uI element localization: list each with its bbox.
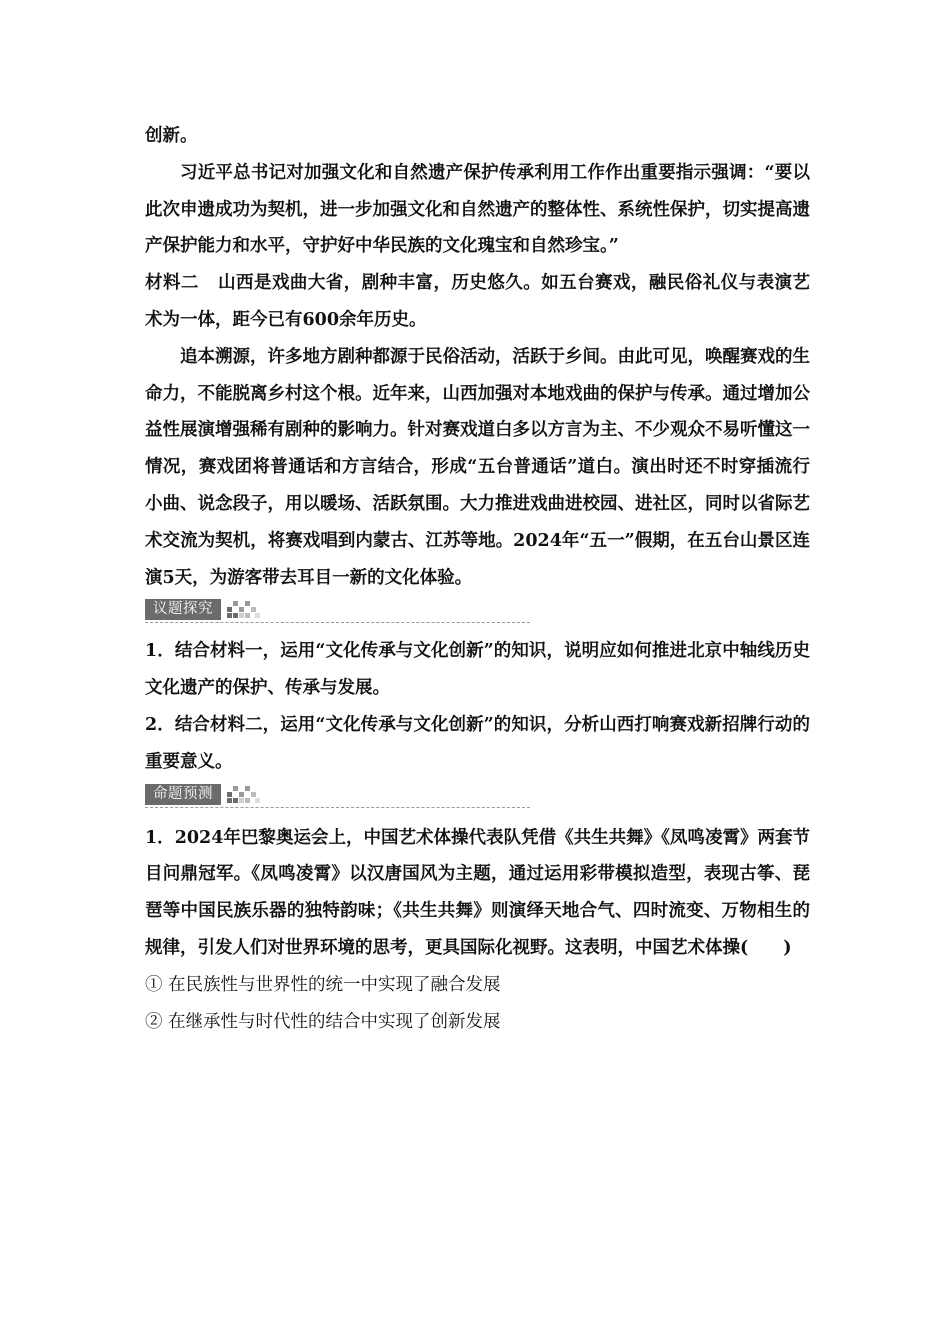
document-page [145,118,810,1040]
checker-pattern-icon [227,598,261,620]
material2-label: 材料二 [145,273,199,294]
checker-pattern-icon [227,783,261,805]
material1-tail-paragraph: 创新。 [145,126,198,146]
prediction-section-header [145,781,530,808]
material2-body-paragraph: 追本溯源，许多地方剧种都源于民俗活动，活跃于乡间。由此可见，唤醒赛戏的生命力，不能脱离乡村这个根。近年来，山西加强对本地戏曲的保护与传承。通过增加公益性展演增强稀有剧种的影响力。针对赛戏道白多以方言为主、不少观众不易听懂这一情况，赛戏团将普通话和方言结合，形成“五台普通话”道白。演出时还不时穿插流行小曲、说念段子，用以暖场、活跃氛围。大力推进戏曲进校园、进社区，同时以省际艺术交流为契机，将赛戏唱到内蒙古、江苏等地。2024年“五一”假期，在五台山景区连演5天，为游客带去耳目一新的文化体验。 [145,346,810,588]
prediction-option-1: ① 在民族性与世界性的统一中实现了融合发展 [145,974,501,995]
material2-intro-text: 山西是戏曲大省，剧种丰富，历史悠久。如五台赛戏，融民俗礼仪与表演艺术为一体，距今已有600余年历史。 [145,273,811,330]
prediction-question-1: 1．2024年巴黎奥运会上，中国艺术体操代表队凭借《共生共舞》《凤鸣凌霄》两套节目问鼎冠军。《凤鸣凌霄》以汉唐国风为主题，通过运用彩带模拟造型，表现古筝、琵琶等中国民族乐器的独特韵味；《共生共舞》则演绎天地合气、四时流变、万物相生的规律，引发人们对世界环境的思考，更具国际化视野。这表明，中国艺术体操( ) [145,827,810,958]
inquiry-section-header [145,596,530,623]
inquiry-section-title: 议题探究 [145,599,221,620]
inquiry-question-1: 1．结合材料一，运用“文化传承与文化创新”的知识，说明应如何推进北京中轴线历史文化遗产的保护、传承与发展。 [145,641,810,699]
prediction-option-2: ② 在继承性与时代性的结合中实现了创新发展 [145,1011,501,1032]
inquiry-question-2: 2．结合材料二，运用“文化传承与文化创新”的知识，分析山西打响赛戏新招牌行动的重要意义。 [145,714,810,772]
material1-quote-paragraph: 习近平总书记对加强文化和自然遗产保护传承利用工作作出重要指示强调：“要以此次申遗成功为契机，进一步加强文化和自然遗产的整体性、系统性保护，切实提高遗产保护能力和水平，守护好中华民族的文化瑰宝和自然珍宝。” [145,162,810,257]
material2-intro-paragraph [145,265,810,339]
prediction-section-title: 命题预测 [145,784,221,805]
